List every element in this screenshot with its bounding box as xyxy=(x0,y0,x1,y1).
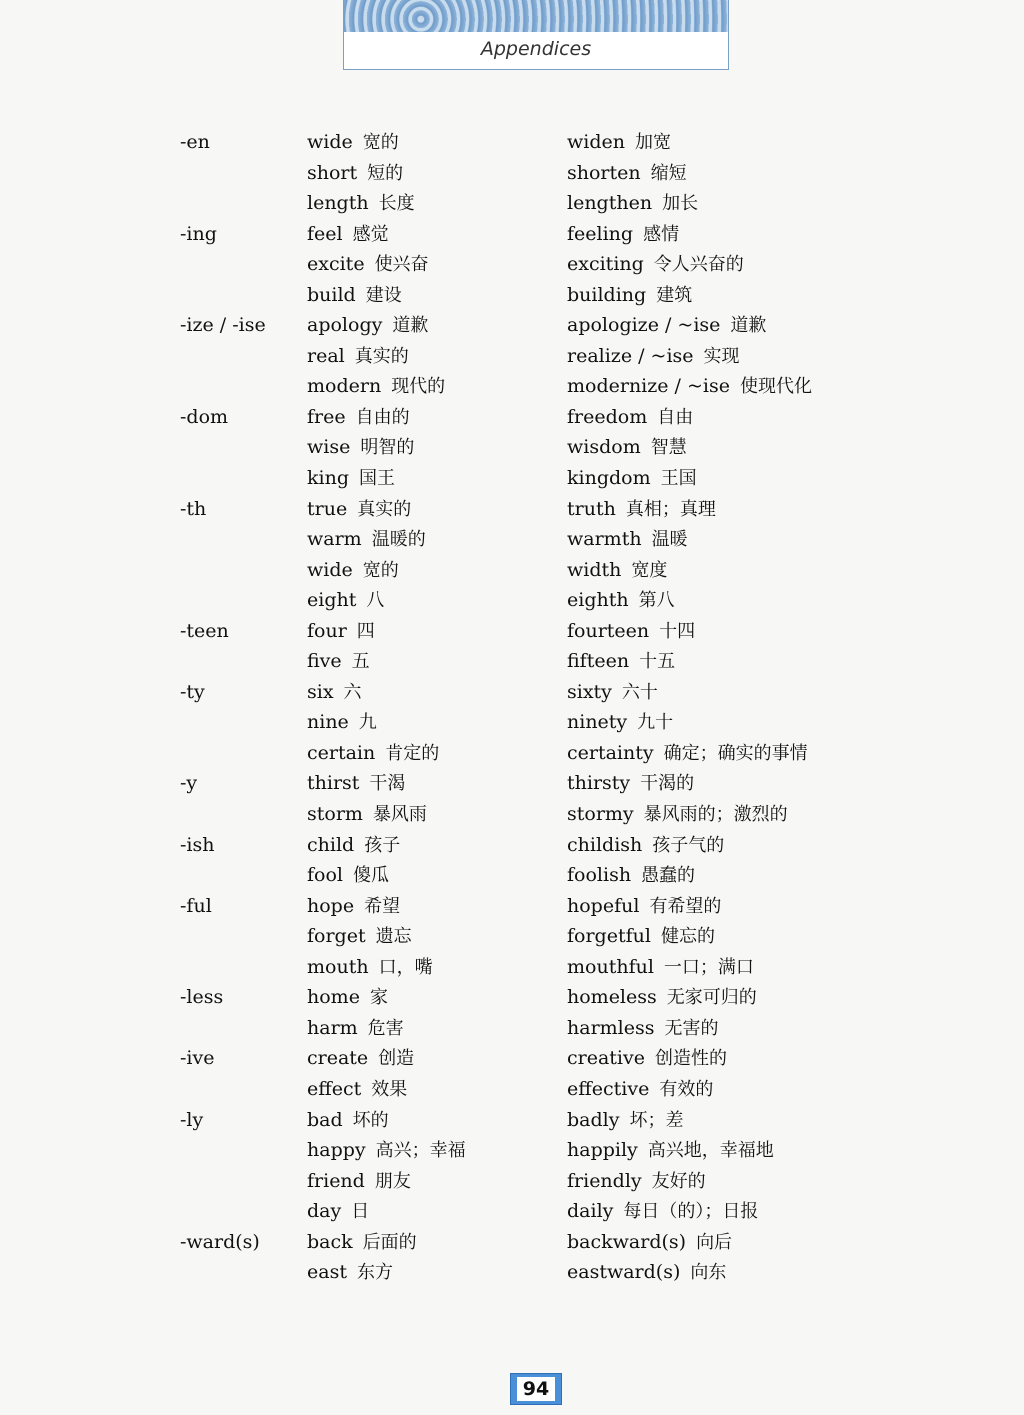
base-word-cell xyxy=(307,707,377,738)
derived-meaning: 坏；差 xyxy=(629,1109,684,1131)
derived-meaning: 有希望的 xyxy=(649,895,722,917)
base-word-cell xyxy=(307,677,362,708)
derived-meaning: 孩子气的 xyxy=(652,834,725,856)
base-word: hope xyxy=(307,894,355,917)
derived-word: exciting xyxy=(567,253,644,276)
base-word: create xyxy=(307,1047,369,1070)
derived-word: effective xyxy=(567,1077,650,1100)
base-meaning: 危害 xyxy=(367,1017,404,1039)
base-word: apology xyxy=(307,314,383,337)
base-word-cell xyxy=(307,402,410,433)
base-word-cell xyxy=(307,1105,389,1136)
derived-word-cell xyxy=(567,188,698,219)
derived-word: wisdom xyxy=(567,436,641,459)
derived-word: daily xyxy=(567,1200,614,1223)
derived-word-cell xyxy=(567,249,744,280)
derived-meaning: 无害的 xyxy=(664,1017,719,1039)
base-meaning: 孩子 xyxy=(364,834,401,856)
base-word: length xyxy=(307,192,369,215)
base-word-cell xyxy=(307,738,439,769)
derived-word-cell xyxy=(567,280,692,311)
suffix-label: -ing xyxy=(180,222,217,245)
base-meaning: 自由的 xyxy=(355,406,410,428)
derived-word-cell xyxy=(567,1074,713,1105)
base-meaning: 东方 xyxy=(356,1262,393,1284)
base-word-cell xyxy=(307,1135,466,1166)
derived-word-cell xyxy=(567,1135,774,1166)
derived-word-cell xyxy=(567,585,675,616)
derived-word: homeless xyxy=(567,986,657,1009)
derived-meaning: 建筑 xyxy=(656,284,693,306)
suffix-label: -teen xyxy=(180,619,229,642)
base-meaning: 感觉 xyxy=(352,223,389,245)
base-meaning: 高兴；幸福 xyxy=(375,1140,466,1162)
derived-meaning: 第八 xyxy=(638,590,675,612)
derived-word-cell xyxy=(567,494,716,525)
base-meaning: 明智的 xyxy=(360,437,415,459)
derived-word-cell xyxy=(567,921,715,952)
derived-word: mouthful xyxy=(567,955,654,978)
water-drops-image xyxy=(344,0,728,32)
base-word: thirst xyxy=(307,772,360,795)
derived-word: lengthen xyxy=(567,192,653,215)
derived-meaning: 实现 xyxy=(703,345,740,367)
base-word-cell xyxy=(307,158,403,189)
base-word: storm xyxy=(307,803,363,826)
derived-word-cell xyxy=(567,799,788,830)
derived-word: kingdom xyxy=(567,467,651,490)
base-word-cell xyxy=(307,249,429,280)
derived-meaning: 感情 xyxy=(643,223,680,245)
suffix-label: -ful xyxy=(180,894,212,917)
base-word: harm xyxy=(307,1016,358,1039)
base-meaning: 干渴 xyxy=(369,773,406,795)
base-meaning: 傻瓜 xyxy=(353,865,389,887)
base-word-cell xyxy=(307,921,412,952)
base-word: free xyxy=(307,405,346,428)
derived-word-cell xyxy=(567,1257,726,1288)
suffix-label: -ly xyxy=(180,1108,204,1131)
base-word-cell xyxy=(307,616,375,647)
derived-word: happily xyxy=(567,1139,638,1162)
derived-meaning: 高兴地，幸福地 xyxy=(647,1140,774,1162)
base-word-cell xyxy=(307,860,389,891)
derived-word: eastward(s) xyxy=(567,1261,681,1284)
base-meaning: 真实的 xyxy=(357,498,412,520)
derived-word: warmth xyxy=(567,528,642,551)
derived-meaning: 自由 xyxy=(657,406,694,428)
base-word: fool xyxy=(307,864,343,887)
derived-meaning: 确定；确实的事情 xyxy=(663,742,808,764)
base-word: six xyxy=(307,680,334,703)
derived-meaning: 缩短 xyxy=(650,162,687,184)
base-word-cell xyxy=(307,280,402,311)
derived-meaning: 智慧 xyxy=(650,437,687,459)
base-word: home xyxy=(307,986,360,1009)
derived-word: ninety xyxy=(567,711,628,734)
base-word: feel xyxy=(307,222,343,245)
derived-word-cell xyxy=(567,707,673,738)
derived-word: friendly xyxy=(567,1169,642,1192)
derived-word-cell xyxy=(567,371,812,402)
base-meaning: 宽的 xyxy=(362,132,399,153)
section-title: Appendices xyxy=(480,38,592,60)
base-word-cell xyxy=(307,799,427,830)
derived-word: shorten xyxy=(567,161,641,184)
derived-meaning: 十四 xyxy=(659,620,696,642)
base-meaning: 家 xyxy=(369,987,388,1009)
suffix-label: -ward(s) xyxy=(180,1230,260,1253)
derived-word: forgetful xyxy=(567,925,651,948)
base-word: modern xyxy=(307,375,382,398)
base-word: mouth xyxy=(307,955,369,978)
base-word: happy xyxy=(307,1139,366,1162)
derived-meaning: 向后 xyxy=(696,1231,733,1253)
base-meaning: 日 xyxy=(351,1201,370,1223)
base-word-cell xyxy=(307,1257,393,1288)
base-meaning: 真实的 xyxy=(354,345,409,367)
base-word-cell xyxy=(307,463,395,494)
base-word: four xyxy=(307,619,347,642)
base-meaning: 坏的 xyxy=(352,1109,389,1131)
suffix-label: -th xyxy=(180,497,207,520)
base-word: build xyxy=(307,283,356,306)
base-word: wise xyxy=(307,436,351,459)
base-meaning: 朋友 xyxy=(374,1170,411,1192)
base-word: wide xyxy=(307,131,353,153)
derived-word-cell xyxy=(567,127,671,158)
base-word-cell xyxy=(307,585,384,616)
derived-word-cell xyxy=(567,677,658,708)
page-number-label: 94 xyxy=(517,1377,555,1401)
derived-word-cell xyxy=(567,1105,683,1136)
base-word-cell xyxy=(307,1013,404,1044)
derived-word: fifteen xyxy=(567,650,630,673)
base-word: child xyxy=(307,833,355,856)
header-banner xyxy=(343,0,729,70)
base-meaning: 使兴奋 xyxy=(374,254,429,276)
derived-word-cell xyxy=(567,768,694,799)
suffix-label: -y xyxy=(180,772,198,795)
base-word-cell xyxy=(307,432,414,463)
base-word-cell xyxy=(307,310,428,341)
derived-word-cell xyxy=(567,1043,727,1074)
suffix-label: -ize / -ise xyxy=(180,314,266,337)
derived-word-cell xyxy=(567,738,808,769)
base-meaning: 暴风雨 xyxy=(372,804,427,826)
derived-word-cell xyxy=(567,1013,719,1044)
derived-meaning: 使现代化 xyxy=(739,376,812,398)
base-meaning: 效果 xyxy=(371,1078,408,1100)
base-word-cell xyxy=(307,982,388,1013)
base-word: east xyxy=(307,1261,347,1284)
derived-meaning: 无家可归的 xyxy=(666,987,757,1009)
base-meaning: 九 xyxy=(358,712,377,734)
suffix-label: -dom xyxy=(180,405,229,428)
derived-word: childish xyxy=(567,833,643,856)
base-word-cell xyxy=(307,1196,369,1227)
base-meaning: 宽的 xyxy=(362,559,399,581)
derived-word: certainty xyxy=(567,741,654,764)
base-word-cell xyxy=(307,127,399,158)
derived-word: widen xyxy=(567,131,625,153)
suffix-label: -less xyxy=(180,986,224,1009)
derived-word: eighth xyxy=(567,589,629,612)
derived-meaning: 一口；满口 xyxy=(663,956,754,978)
base-word-cell xyxy=(307,768,405,799)
base-word-cell xyxy=(307,371,445,402)
derived-word-cell xyxy=(567,830,724,861)
derived-word: truth xyxy=(567,497,616,520)
base-meaning: 短的 xyxy=(367,162,404,184)
base-meaning: 遗忘 xyxy=(375,926,412,948)
derived-word-cell xyxy=(567,555,667,586)
base-word-cell xyxy=(307,494,411,525)
derived-word: foolish xyxy=(567,864,632,887)
derived-meaning: 每日（的）；日报 xyxy=(623,1201,759,1223)
base-meaning: 后面的 xyxy=(362,1231,417,1253)
base-meaning: 肯定的 xyxy=(385,742,440,764)
base-word: true xyxy=(307,497,348,520)
derived-meaning: 加长 xyxy=(662,193,699,215)
derived-word: width xyxy=(567,558,622,581)
base-word: friend xyxy=(307,1169,365,1192)
derived-word: hopeful xyxy=(567,894,640,917)
base-meaning: 国王 xyxy=(359,468,395,490)
derived-word-cell xyxy=(567,524,688,555)
derived-meaning: 创造性的 xyxy=(655,1048,727,1070)
derived-word: harmless xyxy=(567,1016,655,1039)
derived-word: fourteen xyxy=(567,619,650,642)
derived-meaning: 十五 xyxy=(639,651,676,673)
derived-meaning: 友好的 xyxy=(651,1170,706,1192)
derived-word-cell xyxy=(567,158,687,189)
base-word: nine xyxy=(307,711,349,734)
derived-word-cell xyxy=(567,1166,706,1197)
base-meaning: 希望 xyxy=(364,895,401,917)
suffix-label: -ive xyxy=(180,1047,215,1070)
derived-meaning: 令人兴奋的 xyxy=(653,254,744,276)
base-word: real xyxy=(307,344,345,367)
base-word-cell xyxy=(307,1166,411,1197)
base-word: day xyxy=(307,1200,342,1223)
base-meaning: 建设 xyxy=(365,284,402,306)
derived-word: realize / ~ise xyxy=(567,344,694,367)
base-meaning: 四 xyxy=(356,620,375,642)
derived-meaning: 干渴的 xyxy=(640,773,695,795)
base-word: excite xyxy=(307,253,365,276)
derived-word: backward(s) xyxy=(567,1230,687,1253)
derived-word: badly xyxy=(567,1108,620,1131)
base-word-cell xyxy=(307,341,409,372)
base-word: eight xyxy=(307,589,357,612)
derived-meaning: 暴风雨的；激烈的 xyxy=(643,804,788,826)
derived-word: feeling xyxy=(567,222,634,245)
base-word: short xyxy=(307,161,358,184)
derived-word: sixty xyxy=(567,680,612,703)
base-word-cell xyxy=(307,1043,414,1074)
base-word: five xyxy=(307,650,342,673)
base-word: wide xyxy=(307,558,353,581)
base-meaning: 八 xyxy=(366,590,385,612)
derived-word-cell xyxy=(567,432,687,463)
base-word-cell xyxy=(307,1227,417,1258)
derived-word: building xyxy=(567,283,647,306)
derived-word-cell xyxy=(567,219,679,250)
derived-word: creative xyxy=(567,1047,645,1070)
base-word: bad xyxy=(307,1108,343,1131)
derived-word-cell xyxy=(567,646,675,677)
derived-word-cell xyxy=(567,402,693,433)
derived-word-cell xyxy=(567,341,740,372)
base-meaning: 道歉 xyxy=(392,315,429,337)
base-word-cell xyxy=(307,891,400,922)
base-meaning: 长度 xyxy=(378,193,415,215)
derived-meaning: 道歉 xyxy=(730,315,767,337)
base-word-cell xyxy=(307,555,399,586)
base-meaning: 创造 xyxy=(378,1048,415,1070)
base-word-cell xyxy=(307,524,426,555)
derived-word-cell xyxy=(567,463,697,494)
base-meaning: 温暖的 xyxy=(371,529,426,551)
derived-meaning: 九十 xyxy=(637,712,674,734)
page-number xyxy=(510,1373,562,1405)
derived-meaning: 有效的 xyxy=(659,1078,714,1100)
derived-word: stormy xyxy=(567,803,634,826)
base-word: king xyxy=(307,467,349,490)
base-word: certain xyxy=(307,741,376,764)
base-meaning: 现代的 xyxy=(391,376,446,398)
suffix-label: -en xyxy=(180,131,210,153)
base-word: warm xyxy=(307,528,362,551)
derived-word-cell xyxy=(567,891,721,922)
derived-meaning: 六十 xyxy=(621,681,658,703)
base-word-cell xyxy=(307,219,389,250)
suffix-label: -ty xyxy=(180,680,205,703)
derived-word-cell xyxy=(567,982,757,1013)
base-word-cell xyxy=(307,952,433,983)
derived-word: apologize / ~ise xyxy=(567,314,721,337)
base-meaning: 口，嘴 xyxy=(378,956,433,978)
base-meaning: 六 xyxy=(343,681,362,703)
derived-word-cell xyxy=(567,860,695,891)
derived-meaning: 温暖 xyxy=(651,529,688,551)
derived-meaning: 王国 xyxy=(660,468,697,490)
derived-word-cell xyxy=(567,616,695,647)
base-word-cell xyxy=(307,646,370,677)
base-word: forget xyxy=(307,925,366,948)
derived-meaning: 真相；真理 xyxy=(625,498,716,520)
base-meaning: 五 xyxy=(351,651,370,673)
base-word: back xyxy=(307,1230,353,1253)
derived-meaning: 愚蠢的 xyxy=(641,865,696,887)
derived-word: freedom xyxy=(567,405,648,428)
derived-word-cell xyxy=(567,952,754,983)
derived-word: modernize / ~ise xyxy=(567,375,730,398)
derived-word-cell xyxy=(567,1227,732,1258)
derived-meaning: 向东 xyxy=(690,1262,727,1284)
derived-meaning: 加宽 xyxy=(634,132,671,153)
suffix-label: -ish xyxy=(180,833,215,856)
base-word: effect xyxy=(307,1077,362,1100)
derived-word-cell xyxy=(567,1196,758,1227)
base-word-cell xyxy=(307,188,415,219)
derived-meaning: 健忘的 xyxy=(660,926,715,948)
base-word-cell xyxy=(307,1074,407,1105)
base-word-cell xyxy=(307,830,400,861)
derived-word-cell xyxy=(567,310,766,341)
derived-word: thirsty xyxy=(567,772,631,795)
derived-meaning: 宽度 xyxy=(631,559,668,581)
